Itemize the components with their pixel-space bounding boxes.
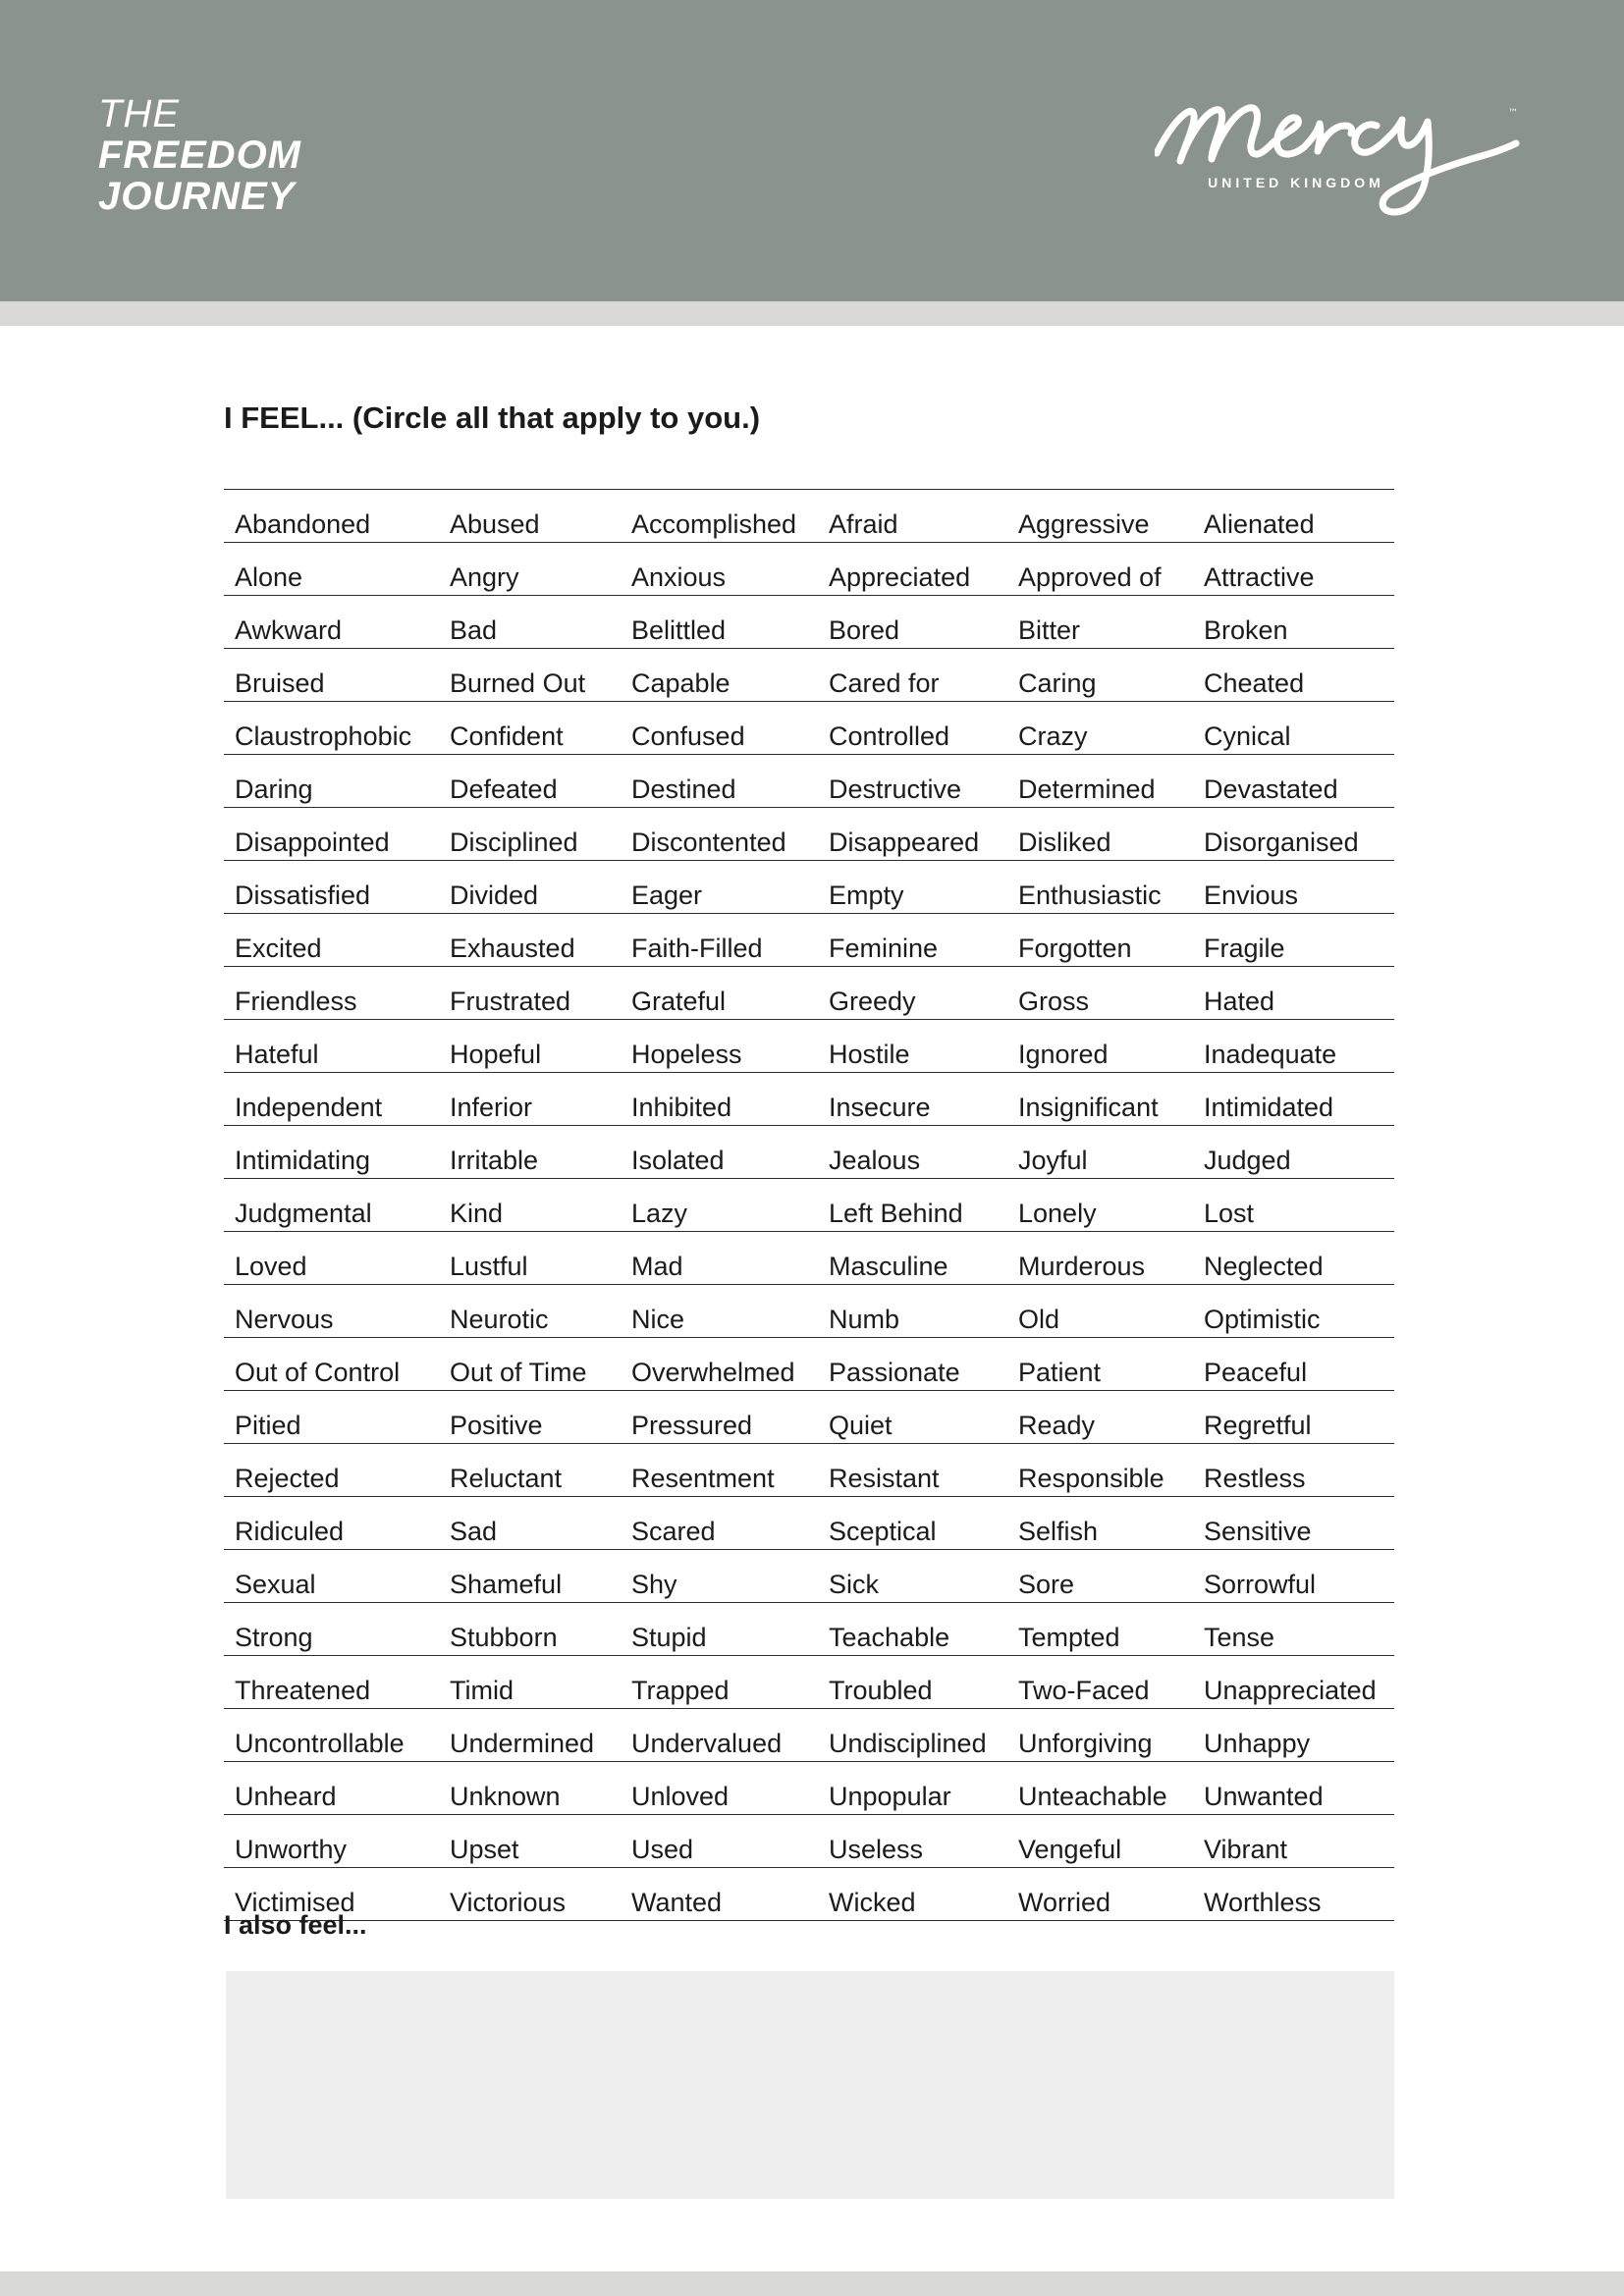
title-freedom: FREEDOM: [98, 133, 301, 177]
feeling-option[interactable]: Joyful: [1007, 1126, 1193, 1179]
feeling-option[interactable]: Intimidating: [224, 1126, 439, 1179]
table-row: [224, 596, 1394, 649]
feeling-option[interactable]: Forgotten: [1007, 914, 1193, 967]
table-row: [224, 543, 1394, 596]
feeling-option[interactable]: Grateful: [621, 967, 818, 1020]
feeling-option[interactable]: Bored: [818, 596, 1007, 649]
feeling-option[interactable]: Excited: [224, 914, 439, 967]
feeling-option[interactable]: Loved: [224, 1232, 439, 1285]
feeling-option[interactable]: Insignificant: [1007, 1073, 1193, 1126]
feeling-option[interactable]: Lost: [1193, 1179, 1394, 1232]
feeling-option[interactable]: Intimidated: [1193, 1073, 1394, 1126]
feeling-option[interactable]: Ignored: [1007, 1020, 1193, 1073]
feeling-option[interactable]: Divided: [439, 861, 621, 914]
feeling-option[interactable]: Troubled: [818, 1656, 1007, 1709]
feelings-table-body: [224, 490, 1394, 1921]
also-feel-input[interactable]: [226, 1971, 1394, 2199]
table-row: [224, 1656, 1394, 1709]
table-row: [224, 1391, 1394, 1444]
feeling-option[interactable]: Sick: [818, 1550, 1007, 1603]
feeling-option[interactable]: Used: [621, 1815, 818, 1868]
feeling-option[interactable]: Rejected: [224, 1444, 439, 1497]
feeling-option[interactable]: Disappointed: [224, 808, 439, 861]
feeling-option[interactable]: Destined: [621, 755, 818, 808]
feeling-option[interactable]: Victorious: [439, 1868, 621, 1921]
feeling-option[interactable]: Pressured: [621, 1391, 818, 1444]
feeling-option[interactable]: Crazy: [1007, 702, 1193, 755]
feeling-option[interactable]: Unknown: [439, 1762, 621, 1815]
feeling-option[interactable]: Timid: [439, 1656, 621, 1709]
feeling-option[interactable]: Devastated: [1193, 755, 1394, 808]
feeling-option[interactable]: Discontented: [621, 808, 818, 861]
feeling-option[interactable]: Unworthy: [224, 1815, 439, 1868]
feeling-option[interactable]: Optimistic: [1193, 1285, 1394, 1338]
feeling-option[interactable]: Aggressive: [1007, 490, 1193, 543]
feeling-option[interactable]: Peaceful: [1193, 1338, 1394, 1391]
feeling-option[interactable]: Wanted: [621, 1868, 818, 1921]
feeling-option[interactable]: Wicked: [818, 1868, 1007, 1921]
feeling-option[interactable]: Tense: [1193, 1603, 1394, 1656]
table-row: [224, 1603, 1394, 1656]
table-row: [224, 1232, 1394, 1285]
feeling-option[interactable]: Teachable: [818, 1603, 1007, 1656]
feeling-option[interactable]: Tempted: [1007, 1603, 1193, 1656]
feeling-option[interactable]: Accomplished: [621, 490, 818, 543]
feeling-option[interactable]: Positive: [439, 1391, 621, 1444]
feeling-option[interactable]: Two-Faced: [1007, 1656, 1193, 1709]
table-row: [224, 967, 1394, 1020]
feeling-option[interactable]: Independent: [224, 1073, 439, 1126]
feeling-option[interactable]: Disliked: [1007, 808, 1193, 861]
feeling-option[interactable]: Attractive: [1193, 543, 1394, 596]
feeling-option[interactable]: Frustrated: [439, 967, 621, 1020]
table-row: [224, 1285, 1394, 1338]
feeling-option[interactable]: Undermined: [439, 1709, 621, 1762]
feeling-option[interactable]: Quiet: [818, 1391, 1007, 1444]
table-row: [224, 1444, 1394, 1497]
feeling-option[interactable]: Scared: [621, 1497, 818, 1550]
feeling-option[interactable]: Isolated: [621, 1126, 818, 1179]
feeling-option[interactable]: Left Behind: [818, 1179, 1007, 1232]
feeling-option[interactable]: Angry: [439, 543, 621, 596]
feeling-option[interactable]: Lustful: [439, 1232, 621, 1285]
feeling-option[interactable]: Worried: [1007, 1868, 1193, 1921]
feeling-option[interactable]: Lazy: [621, 1179, 818, 1232]
feeling-option[interactable]: Passionate: [818, 1338, 1007, 1391]
feeling-option[interactable]: Destructive: [818, 755, 1007, 808]
feeling-option[interactable]: Mad: [621, 1232, 818, 1285]
table-row: [224, 1868, 1394, 1921]
feeling-option[interactable]: Hopeful: [439, 1020, 621, 1073]
feeling-option[interactable]: Jealous: [818, 1126, 1007, 1179]
feeling-option[interactable]: Controlled: [818, 702, 1007, 755]
feeling-option[interactable]: Inferior: [439, 1073, 621, 1126]
feeling-option[interactable]: Upset: [439, 1815, 621, 1868]
feeling-option[interactable]: Patient: [1007, 1338, 1193, 1391]
page-heading: I FEEL... (Circle all that apply to you.): [224, 400, 761, 435]
feeling-option[interactable]: Resistant: [818, 1444, 1007, 1497]
feeling-option[interactable]: Disappeared: [818, 808, 1007, 861]
feeling-option[interactable]: Empty: [818, 861, 1007, 914]
feeling-option[interactable]: Vengeful: [1007, 1815, 1193, 1868]
logo-subtitle: UNITED KINGDOM: [1208, 175, 1384, 190]
also-feel-label: I also feel...: [224, 1910, 367, 1940]
logo-trademark: ™: [1508, 108, 1518, 119]
table-row: [224, 702, 1394, 755]
feeling-option[interactable]: Judgmental: [224, 1179, 439, 1232]
feeling-option[interactable]: Insecure: [818, 1073, 1007, 1126]
feeling-option[interactable]: Confident: [439, 702, 621, 755]
feeling-option[interactable]: Bruised: [224, 649, 439, 702]
feeling-option[interactable]: Hated: [1193, 967, 1394, 1020]
table-row: [224, 1126, 1394, 1179]
feeling-option[interactable]: Envious: [1193, 861, 1394, 914]
feeling-option[interactable]: Burned Out: [439, 649, 621, 702]
table-row: [224, 1338, 1394, 1391]
feeling-option[interactable]: Friendless: [224, 967, 439, 1020]
feeling-option[interactable]: Overwhelmed: [621, 1338, 818, 1391]
feeling-option[interactable]: Faith-Filled: [621, 914, 818, 967]
feeling-option[interactable]: Ridiculed: [224, 1497, 439, 1550]
feeling-option[interactable]: Afraid: [818, 490, 1007, 543]
feeling-option[interactable]: Selfish: [1007, 1497, 1193, 1550]
feeling-option[interactable]: Irritable: [439, 1126, 621, 1179]
feeling-option[interactable]: Capable: [621, 649, 818, 702]
feeling-option[interactable]: Greedy: [818, 967, 1007, 1020]
feeling-option[interactable]: Bad: [439, 596, 621, 649]
feeling-option[interactable]: Pitied: [224, 1391, 439, 1444]
feeling-option[interactable]: Hostile: [818, 1020, 1007, 1073]
feeling-option[interactable]: Broken: [1193, 596, 1394, 649]
feeling-option[interactable]: Unforgiving: [1007, 1709, 1193, 1762]
footer-strip: [0, 2271, 1624, 2296]
feeling-option[interactable]: Undervalued: [621, 1709, 818, 1762]
feeling-option[interactable]: Defeated: [439, 755, 621, 808]
title-the: THE: [98, 92, 180, 135]
feeling-option[interactable]: Out of Time: [439, 1338, 621, 1391]
feeling-option[interactable]: Enthusiastic: [1007, 861, 1193, 914]
mercy-logo: [1155, 90, 1534, 228]
table-row: [224, 1179, 1394, 1232]
feeling-option[interactable]: Sore: [1007, 1550, 1193, 1603]
feeling-option[interactable]: Nervous: [224, 1285, 439, 1338]
feeling-option[interactable]: Sorrowful: [1193, 1550, 1394, 1603]
feeling-option[interactable]: Gross: [1007, 967, 1193, 1020]
feeling-option[interactable]: Judged: [1193, 1126, 1394, 1179]
feeling-option[interactable]: Approved of: [1007, 543, 1193, 596]
feeling-option[interactable]: Useless: [818, 1815, 1007, 1868]
feeling-option[interactable]: Old: [1007, 1285, 1193, 1338]
table-row: [224, 1497, 1394, 1550]
feeling-option[interactable]: Alienated: [1193, 490, 1394, 543]
feeling-option[interactable]: Stupid: [621, 1603, 818, 1656]
feeling-option[interactable]: Masculine: [818, 1232, 1007, 1285]
table-row: [224, 914, 1394, 967]
feeling-option[interactable]: Strong: [224, 1603, 439, 1656]
table-row: [224, 1073, 1394, 1126]
feeling-option[interactable]: Resentment: [621, 1444, 818, 1497]
table-row: [224, 1550, 1394, 1603]
feeling-option[interactable]: Threatened: [224, 1656, 439, 1709]
feeling-option[interactable]: Numb: [818, 1285, 1007, 1338]
feeling-option[interactable]: Murderous: [1007, 1232, 1193, 1285]
feeling-option[interactable]: Disciplined: [439, 808, 621, 861]
feeling-option[interactable]: Cheated: [1193, 649, 1394, 702]
feeling-option[interactable]: Sexual: [224, 1550, 439, 1603]
feeling-option[interactable]: Alone: [224, 543, 439, 596]
feeling-option[interactable]: Feminine: [818, 914, 1007, 967]
title-journey: JOURNEY: [98, 175, 296, 218]
feeling-option[interactable]: Caring: [1007, 649, 1193, 702]
feeling-option[interactable]: Stubborn: [439, 1603, 621, 1656]
feeling-option[interactable]: Sceptical: [818, 1497, 1007, 1550]
feeling-option[interactable]: Shameful: [439, 1550, 621, 1603]
feeling-option[interactable]: Abandoned: [224, 490, 439, 543]
feeling-option[interactable]: Unteachable: [1007, 1762, 1193, 1815]
feeling-option[interactable]: Victimised: [224, 1868, 439, 1921]
feeling-option[interactable]: Ready: [1007, 1391, 1193, 1444]
feeling-option[interactable]: Disorganised: [1193, 808, 1394, 861]
feeling-option[interactable]: Reluctant: [439, 1444, 621, 1497]
feeling-option[interactable]: Awkward: [224, 596, 439, 649]
table-row: [224, 1762, 1394, 1815]
feeling-option[interactable]: Inhibited: [621, 1073, 818, 1126]
feeling-option[interactable]: Cynical: [1193, 702, 1394, 755]
feeling-option[interactable]: Inadequate: [1193, 1020, 1394, 1073]
feeling-option[interactable]: Neglected: [1193, 1232, 1394, 1285]
feeling-option[interactable]: Unappreciated: [1193, 1656, 1394, 1709]
feeling-option[interactable]: Unwanted: [1193, 1762, 1394, 1815]
feeling-option[interactable]: Worthless: [1193, 1868, 1394, 1921]
feeling-option[interactable]: Unhappy: [1193, 1709, 1394, 1762]
feeling-option[interactable]: Belittled: [621, 596, 818, 649]
feeling-option[interactable]: Kind: [439, 1179, 621, 1232]
feeling-option[interactable]: Eager: [621, 861, 818, 914]
table-row: [224, 861, 1394, 914]
table-row: [224, 1709, 1394, 1762]
feeling-option[interactable]: Restless: [1193, 1444, 1394, 1497]
table-row: [224, 755, 1394, 808]
feeling-option[interactable]: Claustrophobic: [224, 702, 439, 755]
feeling-option[interactable]: Undisciplined: [818, 1709, 1007, 1762]
table-row: [224, 649, 1394, 702]
feeling-option[interactable]: Shy: [621, 1550, 818, 1603]
feeling-option[interactable]: Bitter: [1007, 596, 1193, 649]
feeling-option[interactable]: Daring: [224, 755, 439, 808]
feeling-option[interactable]: Lonely: [1007, 1179, 1193, 1232]
feeling-option[interactable]: Dissatisfied: [224, 861, 439, 914]
feeling-option[interactable]: Unloved: [621, 1762, 818, 1815]
feeling-option[interactable]: Abused: [439, 490, 621, 543]
feeling-option[interactable]: Anxious: [621, 543, 818, 596]
table-row: [224, 1815, 1394, 1868]
feeling-option[interactable]: Responsible: [1007, 1444, 1193, 1497]
feeling-option[interactable]: Uncontrollable: [224, 1709, 439, 1762]
feeling-option[interactable]: Fragile: [1193, 914, 1394, 967]
feeling-option[interactable]: Sad: [439, 1497, 621, 1550]
feeling-option[interactable]: Exhausted: [439, 914, 621, 967]
feeling-option[interactable]: Appreciated: [818, 543, 1007, 596]
feeling-option[interactable]: Unpopular: [818, 1762, 1007, 1815]
feeling-option[interactable]: Determined: [1007, 755, 1193, 808]
feeling-option[interactable]: Neurotic: [439, 1285, 621, 1338]
feeling-option[interactable]: Vibrant: [1193, 1815, 1394, 1868]
feeling-option[interactable]: Nice: [621, 1285, 818, 1338]
feeling-option[interactable]: Confused: [621, 702, 818, 755]
freedom-journey-title: [98, 94, 301, 218]
feeling-option[interactable]: Sensitive: [1193, 1497, 1394, 1550]
feeling-option[interactable]: Cared for: [818, 649, 1007, 702]
table-row: [224, 808, 1394, 861]
feelings-table: [224, 489, 1394, 1921]
header-divider-strip: [0, 301, 1624, 326]
feeling-option[interactable]: Hateful: [224, 1020, 439, 1073]
feeling-option[interactable]: Regretful: [1193, 1391, 1394, 1444]
feeling-option[interactable]: Unheard: [224, 1762, 439, 1815]
table-row: [224, 1020, 1394, 1073]
feeling-option[interactable]: Out of Control: [224, 1338, 439, 1391]
feeling-option[interactable]: Trapped: [621, 1656, 818, 1709]
table-row: [224, 490, 1394, 543]
feeling-option[interactable]: Hopeless: [621, 1020, 818, 1073]
